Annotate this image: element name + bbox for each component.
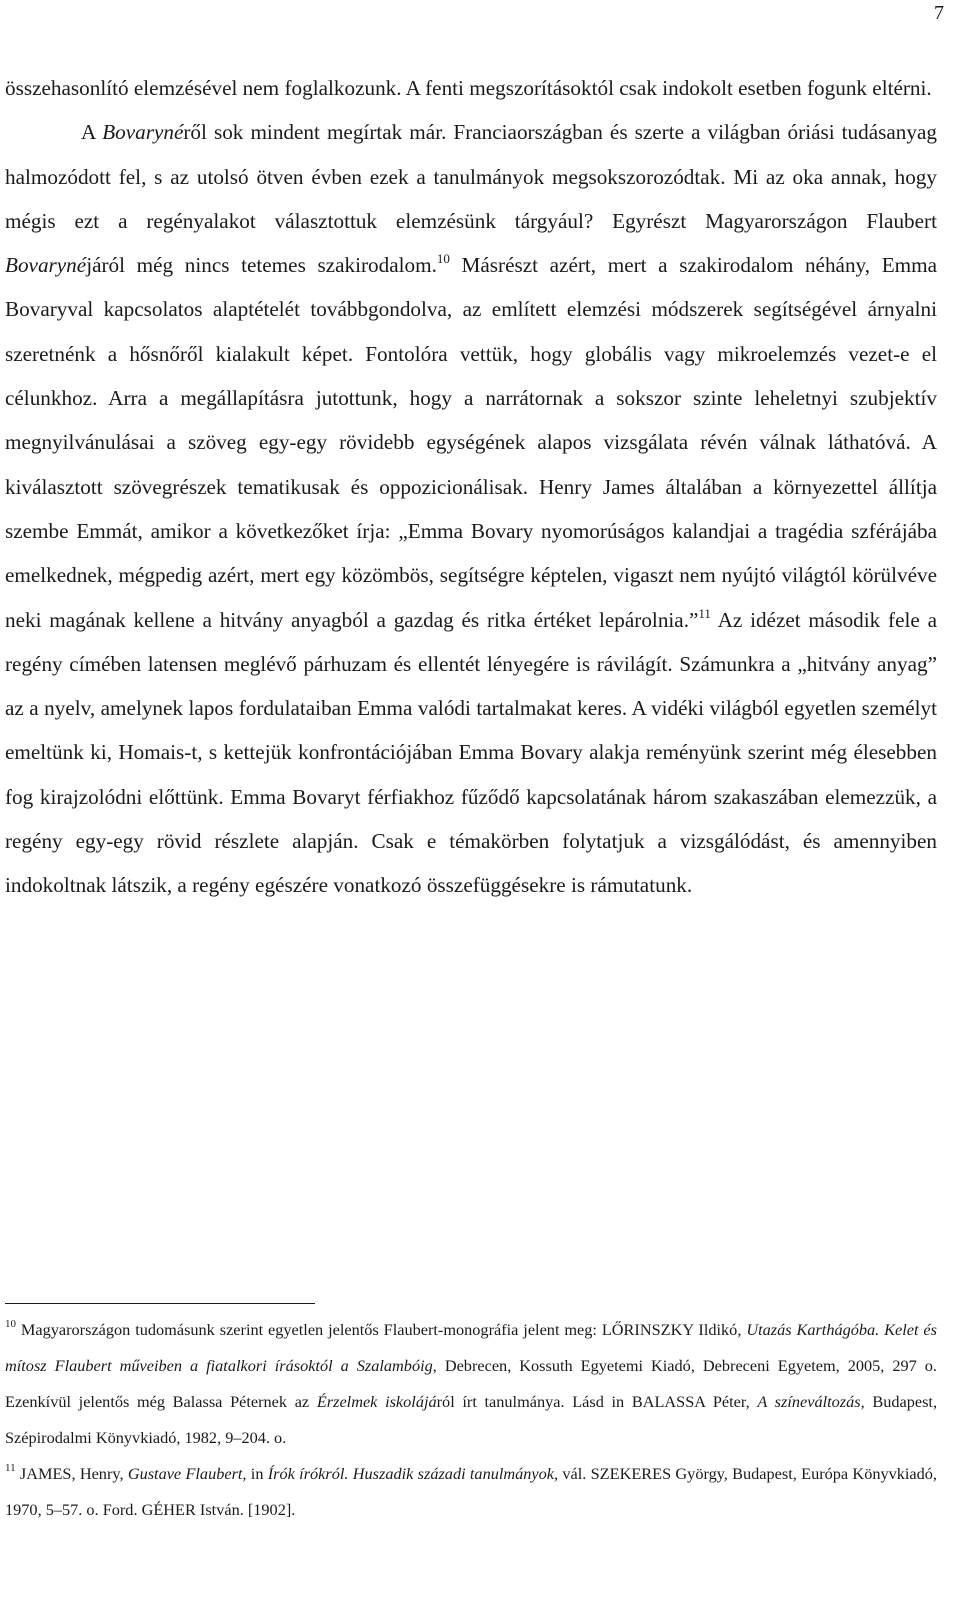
footnote-italic-text: Gustave Flaubert, [127,1464,247,1483]
footnote [5,1312,937,1456]
paragraph-italic-text: Bovaryné [102,120,184,145]
paragraph-text: ről sok mindent megírtak már. Franciaországban és szerte a világban óriási tudásanyag halmozódott fel, s az utolsó ötven évben ezek a tanulmányok megsokszorozódtak. Mi az oka annak, hogy mégis ezt a regényalakot választottuk elemzésünk tárgyául? Egyrészt Magyarországon Flaubert [5,120,937,233]
paragraph-reference-mark: 11 [698,605,711,621]
footnote-text: Magyarországon tudomásunk szerint egyetlen jelentős Flaubert-monográfia jelent meg: LŐRINSZKY Ildikó, [16,1320,747,1339]
footnote-italic-text: A színeváltozás, [757,1392,865,1411]
footnote-text: vál. SZEKERES György, Budapest, Európa Könyvkiadó, 1970, 5–57. o. Ford. GÉHER István. [1902]. [5,1464,937,1519]
paragraph-text: A [81,120,103,145]
paragraph [5,66,937,110]
paragraph-reference-mark: 10 [436,251,450,267]
paragraph-italic-text: Bovaryné [5,253,87,278]
footnote-text: , Debrecen, Kossuth Egyetemi Kiadó, Debreceni Egyetem, 2005, 297 o. Ezenkívül jelentős még Balassa Péternek az [5,1356,937,1411]
footnote-text: JAMES, Henry, [15,1464,128,1483]
footnote-reference-mark: 10 [5,1318,16,1330]
footnote-separator [5,1303,315,1304]
body-text [5,66,937,908]
footnote-reference-mark: 11 [5,1462,16,1474]
paragraph-text: járól még nincs tetemes szakirodalom. [86,253,437,278]
footnote-italic-text: Érzelmek iskolájá [316,1392,437,1411]
paragraph-text: Másrészt azért, mert a szakirodalom néhány, Emma Bovaryval kapcsolatos alaptételét továbbgondolva, az említett elemzési módszerek segítségével árnyalni szeretnénk a hősnőről kialakult képet. Fontolóra vettük, hogy globális vagy mikroelemzés vezet-e el célunkhoz. Arra a megállapításra jutottunk, hogy a narrátornak a sokszor szinte leheletnyi szubjektív megnyilvánulásai a szöveg egy-egy rövidebb egységének alapos vizsgálata révén válnak láthatóvá. A kiválasztott szövegrészek tematikusak és oppozicionálisak. Henry James általában a környezettel állítja szembe Emmát, amikor a következőket írja: „Emma Bovary nyomorúságos kalandjai a tragédia szférájába emelkednek, mégpedig azért, mert egy közömbös, segítségre képtelen, vigaszt nem nyújtó világtól körülvéve neki magának kellene a hitvány anyagból a gazdag és ritka értéket lepárolnia.” [5,253,938,632]
paragraph-text: Az idézet második fele a regény címében latensen meglévő párhuzam és ellentét lényegére is rávilágít. Számunkra a „hitvány anyag” az a nyelv, amelynek lapos fordulataiban Emma valódi tartalmakat keres. A vidéki világból egyetlen személyt emeltünk ki, Homais-t, s kettejük konfrontációjában Emma Bovary alakja reményünk szerint még élesebben fog kirajzolódni előttünk. Emma Bovaryt férfiakhoz fűződő kapcsolatának három szakaszában elemezzük, a regény egy-egy rövid részlete alapján. Csak e témakörben folytatjuk a vizsgálódást, és amennyiben indokoltnak látszik, a regény egészére vonatkozó összefüggésekre is rámutatunk. [5,607,937,898]
footnotes [5,1312,937,1528]
footnote-text: Budapest, Szépirodalmi Könyvkiadó, 1982, 9–204. o. [5,1392,938,1447]
footnote [5,1456,937,1528]
footnote-text: in [246,1464,268,1483]
footnote-italic-text: Utazás Karthágóba. Kelet és mítosz Flaubert műveiben a fiatalkori írásoktól a Szalambóig [5,1320,937,1375]
footnote-italic-text: Írók írókról. Huszadik századi tanulmányok, [267,1464,559,1483]
paragraph [5,110,937,907]
footnote-text: ról írt tanulmánya. Lásd in BALASSA Péter, [436,1392,758,1411]
paragraph-text: összehasonlító elemzésével nem foglalkozunk. A fenti megszorításoktól csak indokolt esetben fogunk eltérni. [5,76,932,100]
page-number: 7 [934,2,944,24]
